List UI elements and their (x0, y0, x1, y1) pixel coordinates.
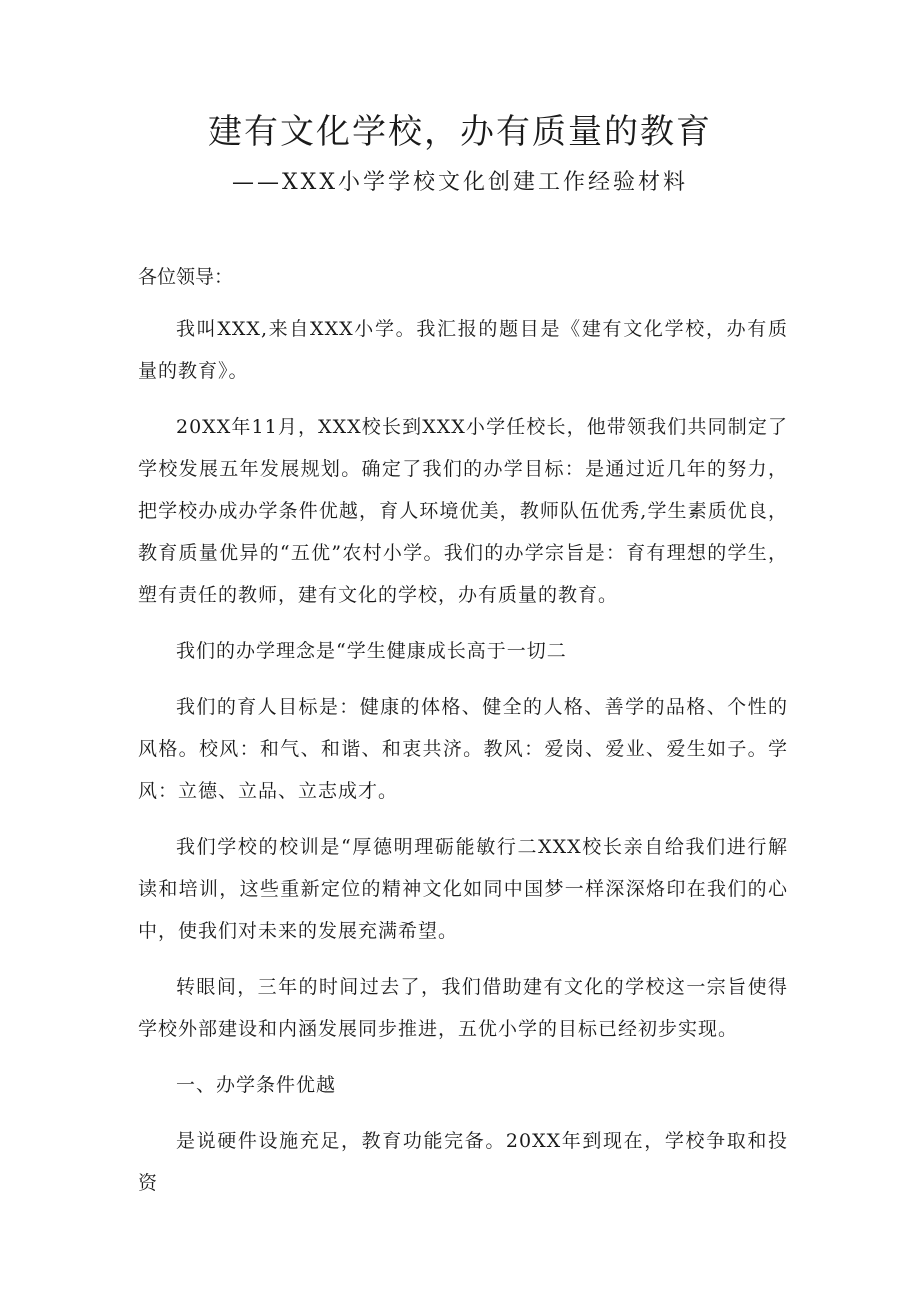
salutation: 各位领导： (138, 266, 234, 288)
paragraph-philosophy: 我们的办学理念是“学生健康成长高于一切二 (176, 640, 567, 662)
paragraph-school-motto: 我们学校的校训是“厚德明理砺能敏行二XXX校长亲自给我们进行解读和培训，这些重新定位的精神文化如同中国梦一样深深烙印在我们的心中，使我们对未来的发展充满希望。 (138, 836, 788, 942)
document-title: 建有文化学校，办有质量的教育 (208, 112, 712, 152)
document-body (138, 308, 788, 1218)
paragraph-introduction: 我叫XXX,来自XXX小学。我汇报的题目是《建有文化学校，办有质量的教育》。 (138, 318, 788, 382)
paragraph-education-goals: 我们的育人目标是：健康的体格、健全的人格、善学的品格、个性的风格。校风：和气、和谐、和衷共济。教风：爱岗、爱业、爱生如子。学风：立德、立品、立志成才。 (138, 696, 788, 802)
paragraph-facilities: 是说硬件设施充足，教育功能完备。20XX年到现在，学校争取和投资 (138, 1130, 788, 1194)
section-heading-conditions: 一、办学条件优越 (176, 1074, 337, 1096)
paragraph-school-goals: 20XX年11月，XXX校长到XXX小学任校长，他带领我们共同制定了学校发展五年发展规划。确定了我们的办学目标：是通过近几年的努力，把学校办成办学条件优越，育人环境优美，教师队伍优秀,学生素质优良，教育质量优异的“五优”农村小学。我们的办学宗旨是：育有理想的学生，塑有责任的教师，建有文化的学校，办有质量的教育。 (138, 416, 788, 606)
paragraph-progress: 转眼间，三年的时间过去了，我们借助建有文化的学校这一宗旨使得学校外部建设和内涵发展同步推进，五优小学的目标已经初步实现。 (138, 976, 788, 1040)
document-subtitle: ——XXX小学学校文化创建工作经验材料 (232, 170, 688, 195)
